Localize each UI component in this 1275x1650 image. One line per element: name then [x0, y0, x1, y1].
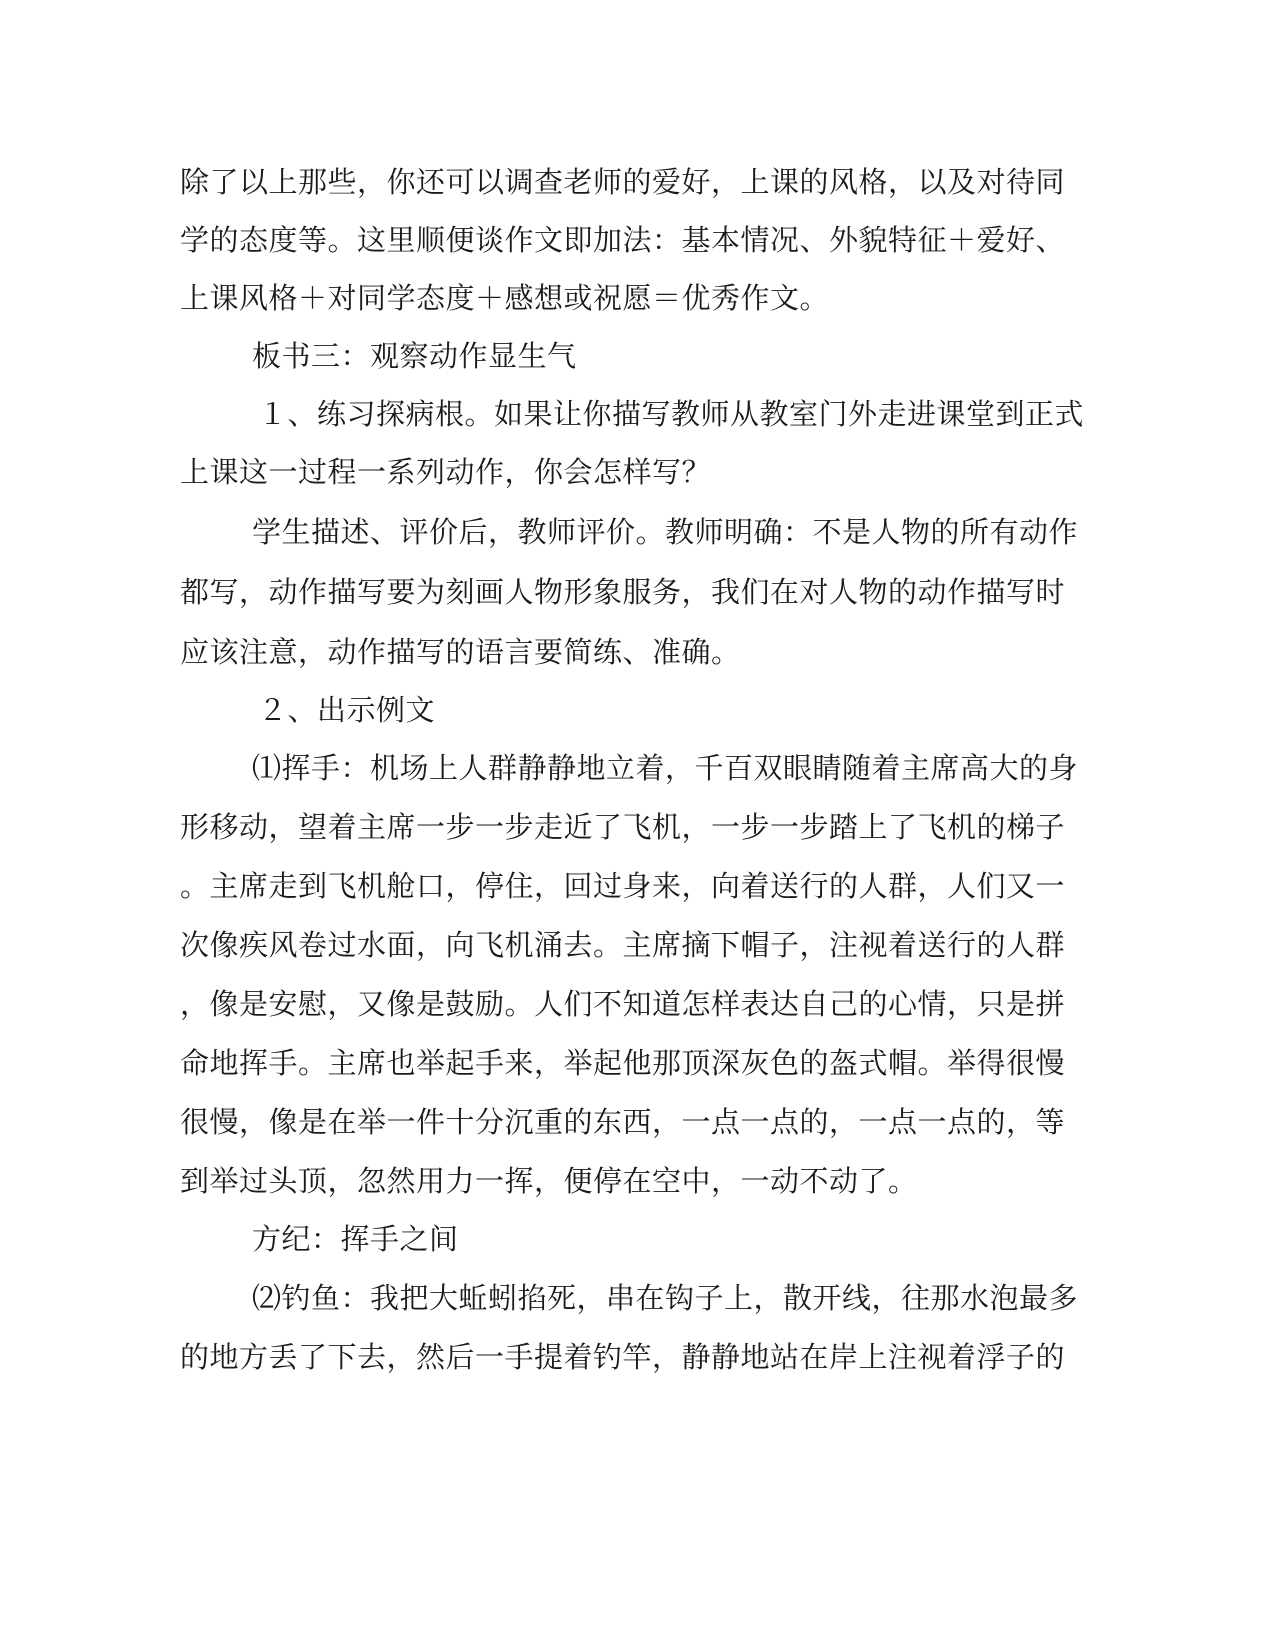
text-line: 学的态度等。这里顺便谈作文即加法：基本情况、外貌特征＋爱好、 [180, 223, 1066, 257]
text-line: 上课这一过程一系列动作，你会怎样写？ [180, 455, 712, 489]
text-line: ２、出示例文 [258, 693, 436, 727]
text-line: 都写，动作描写要为刻画人物形象服务，我们在对人物的动作描写时 [180, 575, 1066, 609]
text-line: 命地挥手。主席也举起手来，举起他那顶深灰色的盔式帽。举得很慢 [180, 1046, 1066, 1080]
text-line: ⑵钓鱼：我把大蚯蚓掐死，串在钩子上，散开线，往那水泡最多 [252, 1281, 1079, 1315]
text-line: 次像疾风卷过水面，向飞机涌去。主席摘下帽子，注视着送行的人群 [180, 928, 1066, 962]
citation-line: 方纪：挥手之间 [252, 1222, 459, 1256]
text-line: 很慢，像是在举一件十分沉重的东西，一点一点的，一点一点的，等 [180, 1105, 1066, 1139]
text-line: 的地方丢了下去，然后一手提着钓竿，静静地站在岸上注视着浮子的 [180, 1340, 1066, 1374]
text-line: ，像是安慰，又像是鼓励。人们不知道怎样表达自己的心情，只是拼 [180, 987, 1066, 1021]
text-line: 到举过头顶，忽然用力一挥，便停在空中，一动不动了。 [180, 1164, 918, 1198]
section-heading: 板书三：观察动作显生气 [252, 339, 577, 373]
text-line: 除了以上那些，你还可以调查老师的爱好，上课的风格，以及对待同 [180, 165, 1066, 199]
text-line: 应该注意，动作描写的语言要简练、准确。 [180, 635, 741, 669]
text-line: 上课风格＋对同学态度＋感想或祝愿＝优秀作文。 [180, 281, 830, 315]
text-line: １、练习探病根。如果让你描写教师从教室门外走进课堂到正式 [258, 397, 1085, 431]
text-line: 。主席走到飞机舱口，停住，回过身来，向着送行的人群，人们又一 [180, 869, 1066, 903]
text-line: ⑴挥手：机场上人群静静地立着，千百双眼睛随着主席高大的身 [252, 751, 1079, 785]
text-line: 学生描述、评价后，教师评价。教师明确：不是人物的所有动作 [252, 515, 1079, 549]
text-line: 形移动，望着主席一步一步走近了飞机，一步一步踏上了飞机的梯子 [180, 810, 1066, 844]
